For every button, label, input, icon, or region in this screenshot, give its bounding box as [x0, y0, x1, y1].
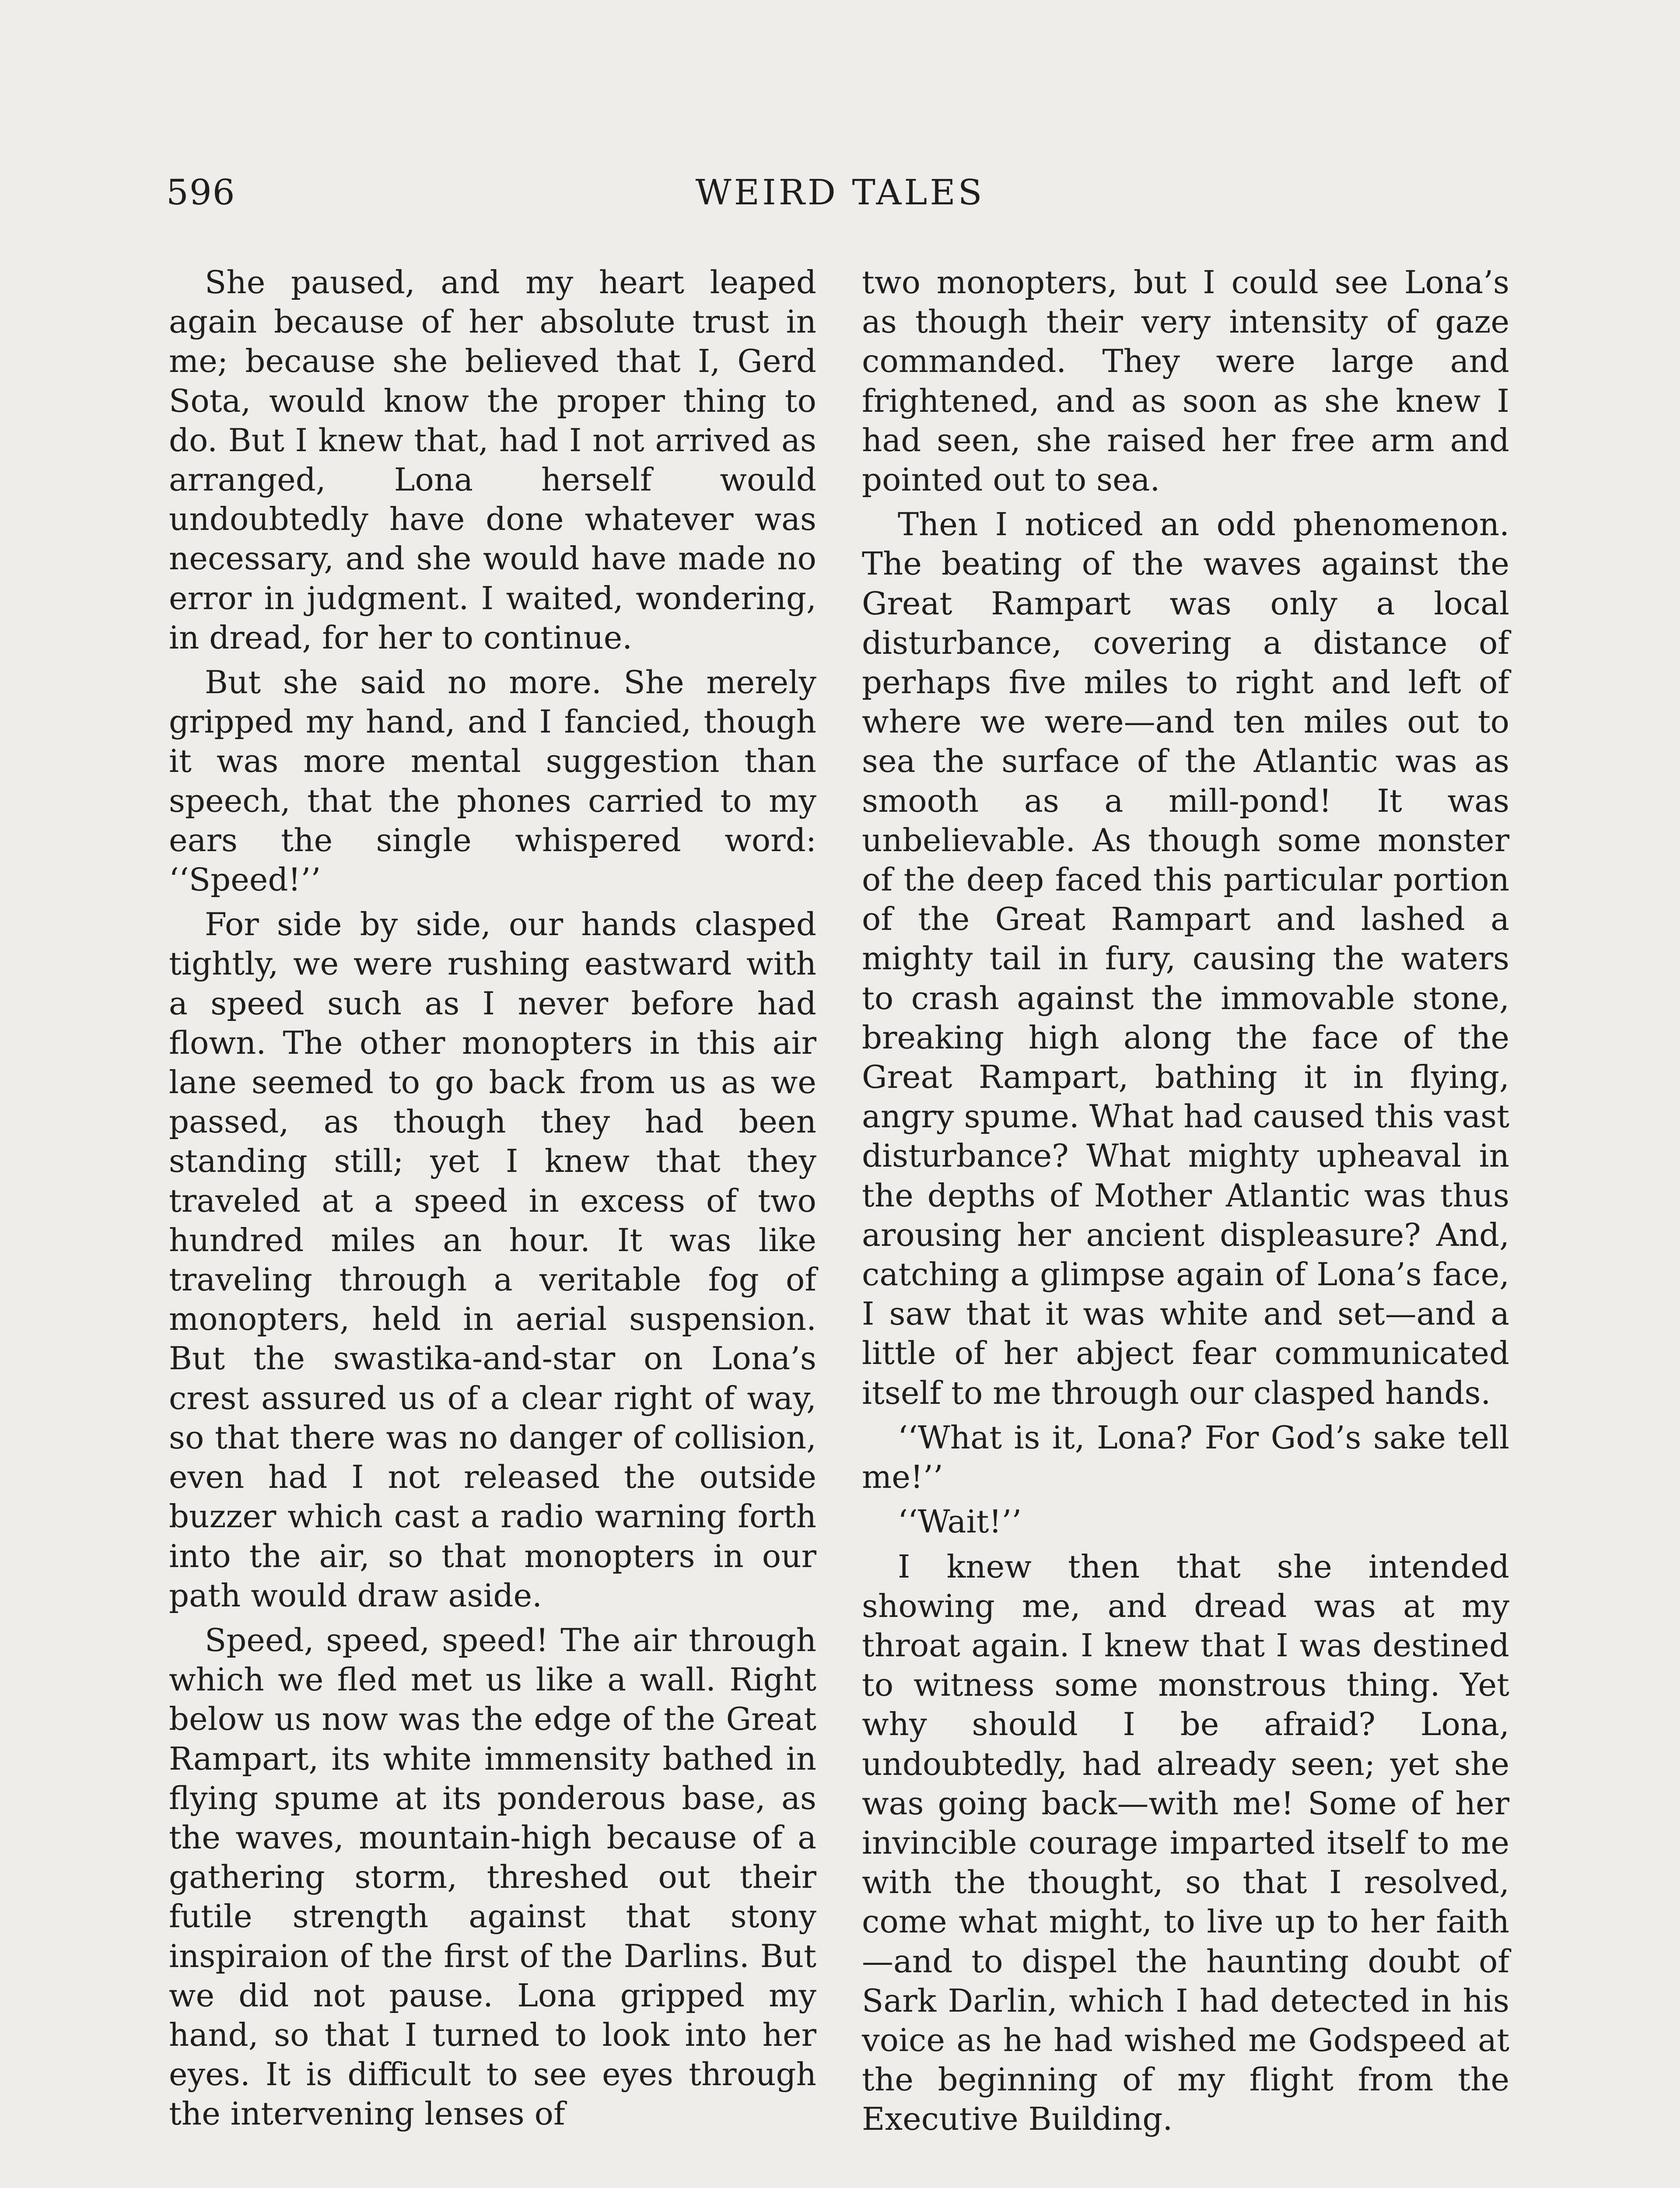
right-column	[862, 263, 1509, 2144]
paragraph: For side by side, our hands clasped tightly, we were rushing eastward with a speed such as I never before had flown. The other monopters in this air lane seemed to go back from us as we passed, as though they had been standing still; yet I knew that they traveled at a speed in excess of two hundred miles an hour. It was like traveling through a veritable fog of monopters, held in aerial suspension. But the swastika-and-star on Lona’s crest assured us of a clear right of way, so that there was no danger of collision, even had I not released the outside buzzer which cast a radio warning forth into the air, so that monopters in our path would draw aside.	[169, 906, 816, 1614]
dialogue-line: ‘‘What is it, Lona? For God’s sake tell me!’’	[862, 1419, 1509, 1496]
dialogue-line: ‘‘Wait!’’	[898, 1503, 1022, 1540]
running-title: WEIRD TALES	[695, 172, 985, 213]
paragraph: I knew then that she intended showing me, and dread was at my throat again. I knew that I was destined to witness some monstrous thing. Yet why should I be afraid? Lona, undoubtedly, had already seen; yet she was going back—with me! Some of her invincible courage imparted itself to me with the thought, so that I resolved, come what might, to live up to her faith—and to dispel the haunting doubt of Sark Darlin, which I had detected in his voice as he had wished me Godspeed at the beginning of my flight from the Executive Building.	[862, 1548, 1509, 2138]
left-column	[169, 263, 816, 2139]
page-header	[166, 166, 1514, 219]
paragraph-continued: two monopters, but I could see Lona’s as though their very intensity of gaze commanded. They were large and frightened, and as soon as she knew I had seen, she raised her free arm and pointed out to sea.	[862, 264, 1509, 498]
page-number: 596	[166, 172, 236, 213]
paragraph: She paused, and my heart leaped again because of her absolute trust in me; because she believed that I, Gerd Sota, would know the proper thing to do. But I knew that, had I not arrived as arranged, Lona herself would undoubtedly have done whatever was necessary, and she would have made no error in judgment. I waited, wondering, in dread, for her to continue.	[169, 264, 816, 656]
paragraph: But she said no more. She merely gripped my hand, and I fancied, though it was more mental suggestion than speech, that the phones carried to my ears the single whispered word: ‘‘Speed!’’	[169, 664, 816, 898]
paragraph: Speed, speed, speed! The air through which we fled met us like a wall. Right below us now was the edge of the Great Rampart, its white immensity bathed in flying spume at its ponderous base, as the waves, mountain-high because of a gathering storm, threshed out their futile strength against that stony inspiraion of the first of the Darlins. But we did not pause. Lona gripped my hand, so that I turned to look into her eyes. It is difficult to see eyes through the intervening lenses of	[169, 1621, 816, 2132]
paragraph: Then I noticed an odd phenomenon. The beating of the waves against the Great Rampart was only a local disturbance, covering a distance of perhaps five miles to right and left of where we were—and ten miles out to sea the surface of the Atlantic was as smooth as a mill-pond! It was unbelievable. As though some monster of the deep faced this particular portion of the Great Rampart and lashed a mighty tail in fury, causing the waters to crash against the immovable stone, breaking high along the face of the Great Rampart, bathing it in flying, angry spume. What had caused this vast disturbance? What mighty upheaval in the depths of Mother Atlantic was thus arousing her ancient displeasure? And, catching a glimpse again of Lona’s face, I saw that it was white and set—and a little of her abject fear communicated itself to me through our clasped hands.	[862, 506, 1509, 1411]
